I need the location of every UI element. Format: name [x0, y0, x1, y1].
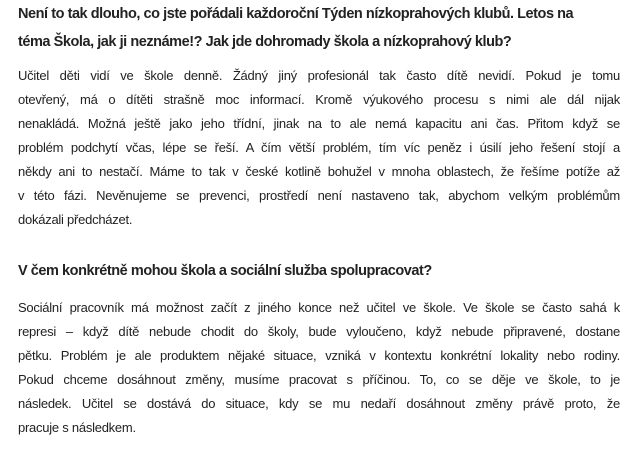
- text-line: Sociální pracovník má možnost začít z jiného konce než učitel ve škole. Ve škole se často sahá k: [18, 300, 620, 315]
- text-line: V čem konkrétně mohou škola a sociální služba spolupracovat?: [18, 263, 432, 279]
- text-line: téma Škola, jak ji neznáme!? Jak jde dohromady škola a nízkoprahový klub?: [18, 34, 512, 50]
- text-line: nenakládá. Možná ještě jako jeho třídní, jinak na to ale nemá kapacitu ani čas. Přitom když se: [18, 116, 620, 131]
- text-line: problém podchytí včas, lépe se řeší. A čím větší problém, tím víc peněz i úsilí jeho řešení stojí a: [18, 140, 620, 155]
- text-line: následek. Učitel se dostává do situace, kdy se mu nedaří dosáhnout změny právě proto, že: [18, 396, 620, 411]
- interview-question-2: [18, 257, 620, 285]
- text-line: někdy ani to nestačí. Máme to tak v české kotlině bohužel v mnoha oblastech, že řešíme potíže až: [18, 164, 620, 179]
- text-line: pětku. Problém je ale produktem nějaké situace, vzniká v kontextu konkrétní lokality nebo rodiny.: [18, 348, 620, 363]
- text-line: Učitel děti vidí ve škole denně. Žádný jiný profesionál tak často dítě nevidí. Pokud je tomu: [18, 68, 620, 83]
- text-line: Není to tak dlouho, co jste pořádali každoroční Týden nízkoprahových klubů. Letos na: [18, 6, 574, 22]
- text-line: otevřený, má o dítěti strašně moc informací. Kromě výukového procesu s nimi ale dál nijak: [18, 92, 620, 107]
- interview-question-1: [18, 0, 620, 56]
- interview-answer-1: [18, 64, 620, 232]
- text-line: dokázali předcházet.: [18, 212, 133, 227]
- text-line: pracuje s následkem.: [18, 420, 136, 435]
- text-line: Pokud chceme dosáhnout změny, musíme pracovat s příčinou. To, co se děje ve škole, to je: [18, 372, 620, 387]
- text-line: represi – když dítě nebude chodit do školy, bude vyloučeno, když nebude připravené, dostane: [18, 324, 620, 339]
- interview-answer-2: [18, 296, 620, 440]
- text-line: v této fázi. Nevěnujeme se prevenci, prostředí není nastaveno tak, abychom velkým problémům: [18, 188, 620, 203]
